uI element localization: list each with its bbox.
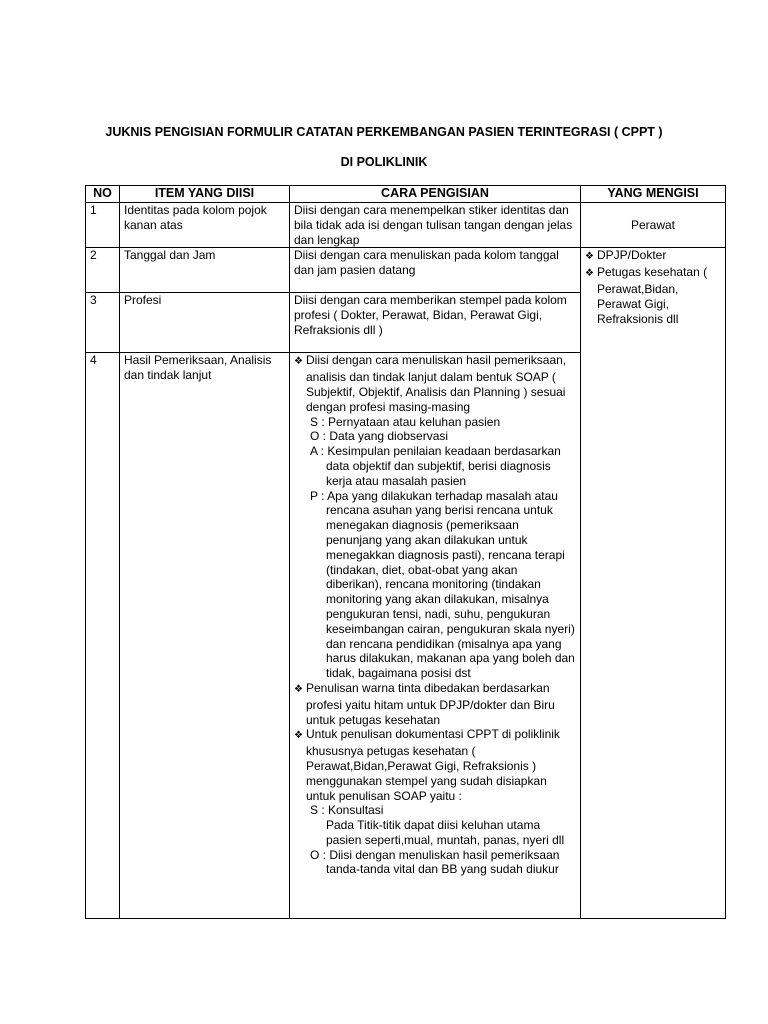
row-cara: Diisi dengan cara memberikan stempel pada kolom profesi ( Dokter, Perawat, Bidan, Perawat Gigi, Refraksionis dll ) bbox=[290, 293, 581, 353]
row-item: Hasil Pemeriksaan, Analisis dan tindak lanjut bbox=[120, 353, 290, 919]
row-no: 2 bbox=[86, 248, 120, 293]
row-item: Tanggal dan Jam bbox=[120, 248, 290, 293]
soap-s: S : Pernyataan atau keluhan pasien bbox=[310, 414, 501, 429]
soap-p: P : Apa yang dilakukan terhadap masalah atau rencana asuhan yang berisi rencana untuk menegakan diagnosis (pemeriksaan penunjang yang akan dilakukan untuk menegakkan diagnosis pasti), rencana terapi (tindakan, diet, obat-obat yang akan diberikan), rencana monitoring (tindakan monitoring yang akan dilakukan, misalnya pengukuran tensi, nadi, suhu, pengukuran keseimbangan cairan, pengukuran skala nyeri) dan rencana pendidikan (misalnya apa yang harus dilakukan, makanan apa yang boleh dan tidak, bagaimana posisi dst bbox=[310, 488, 575, 681]
stempel-s-body: Pada Titik-titik dapat diisi keluhan utama pasien seperti,mual, muntah, panas, nyeri dll bbox=[326, 818, 565, 847]
document-subtitle: DI POLIKLINIK bbox=[340, 155, 428, 169]
juknis-table bbox=[85, 185, 726, 919]
row-pengisi: Perawat bbox=[581, 203, 726, 248]
stempel-o: O : Diisi dengan menuliskan hasil pemeriksaan tanda-tanda vital dan BB yang sudah diukur bbox=[310, 847, 560, 877]
soap-a: A : Kesimpulan penilaian keadaan berdasarkan data objektif dan subjektif, berisi diagnosis kerja atau masalah pasien bbox=[310, 444, 561, 488]
row-cara bbox=[290, 353, 581, 919]
header-no: NO bbox=[86, 186, 120, 203]
row-item: Profesi bbox=[120, 293, 290, 353]
row-item: Identitas pada kolom pojok kanan atas bbox=[120, 203, 290, 248]
header-item: ITEM YANG DIISI bbox=[120, 186, 290, 203]
document-title: JUKNIS PENGISIAN FORMULIR CATATAN PERKEMBANGAN PASIEN TERINTEGRASI ( CPPT ) bbox=[105, 125, 663, 139]
table-header-row bbox=[86, 186, 726, 203]
row-cara: Diisi dengan cara menuliskan pada kolom tanggal dan jam pasien datang bbox=[290, 248, 581, 293]
pengisi-merged-cell bbox=[581, 248, 726, 919]
row-no: 1 bbox=[86, 203, 120, 248]
cara-bullet-stempel: ❖ Untuk penulisan dokumentasi CPPT di poliklinik khususnya petugas kesehatan ( Perawat,Bidan,Perawat Gigi, Refraksionis ) menggunakan stempel yang sudah disiapkan untuk penulisan SOAP yaitu : bbox=[294, 727, 576, 803]
table-row bbox=[86, 248, 726, 293]
pengisi-item-dpjp: ❖ DPJP/Dokter bbox=[585, 248, 721, 265]
pengisi-item-petugas: ❖ Petugas kesehatan ( Perawat,Bidan, Perawat Gigi, Refraksionis dll bbox=[585, 265, 721, 326]
header-cara: CARA PENGISIAN bbox=[290, 186, 581, 203]
soap-o: O : Data yang diobservasi bbox=[310, 429, 449, 444]
row-no: 4 bbox=[86, 353, 120, 919]
row-cara: Diisi dengan cara menempelkan stiker identitas dan bila tidak ada isi dengan tulisan tangan dengan jelas dan lengkap bbox=[290, 203, 581, 248]
row-no: 3 bbox=[86, 293, 120, 353]
cara-bullet-tinta: ❖ Penulisan warna tinta dibedakan berdasarkan profesi yaitu hitam untuk DPJP/dokter dan Biru untuk petugas kesehatan bbox=[294, 681, 576, 727]
cara-bullet-soap: ❖ Diisi dengan cara menuliskan hasil pemeriksaan, analisis dan tindak lanjut dalam bentuk SOAP ( Subjektif, Objektif, Analisis dan Planning ) sesuai dengan profesi masing-masing bbox=[294, 353, 576, 414]
table-row bbox=[86, 203, 726, 248]
stempel-s-head: S : Konsultasi bbox=[310, 803, 384, 818]
header-pengisi: YANG MENGISI bbox=[581, 186, 726, 203]
